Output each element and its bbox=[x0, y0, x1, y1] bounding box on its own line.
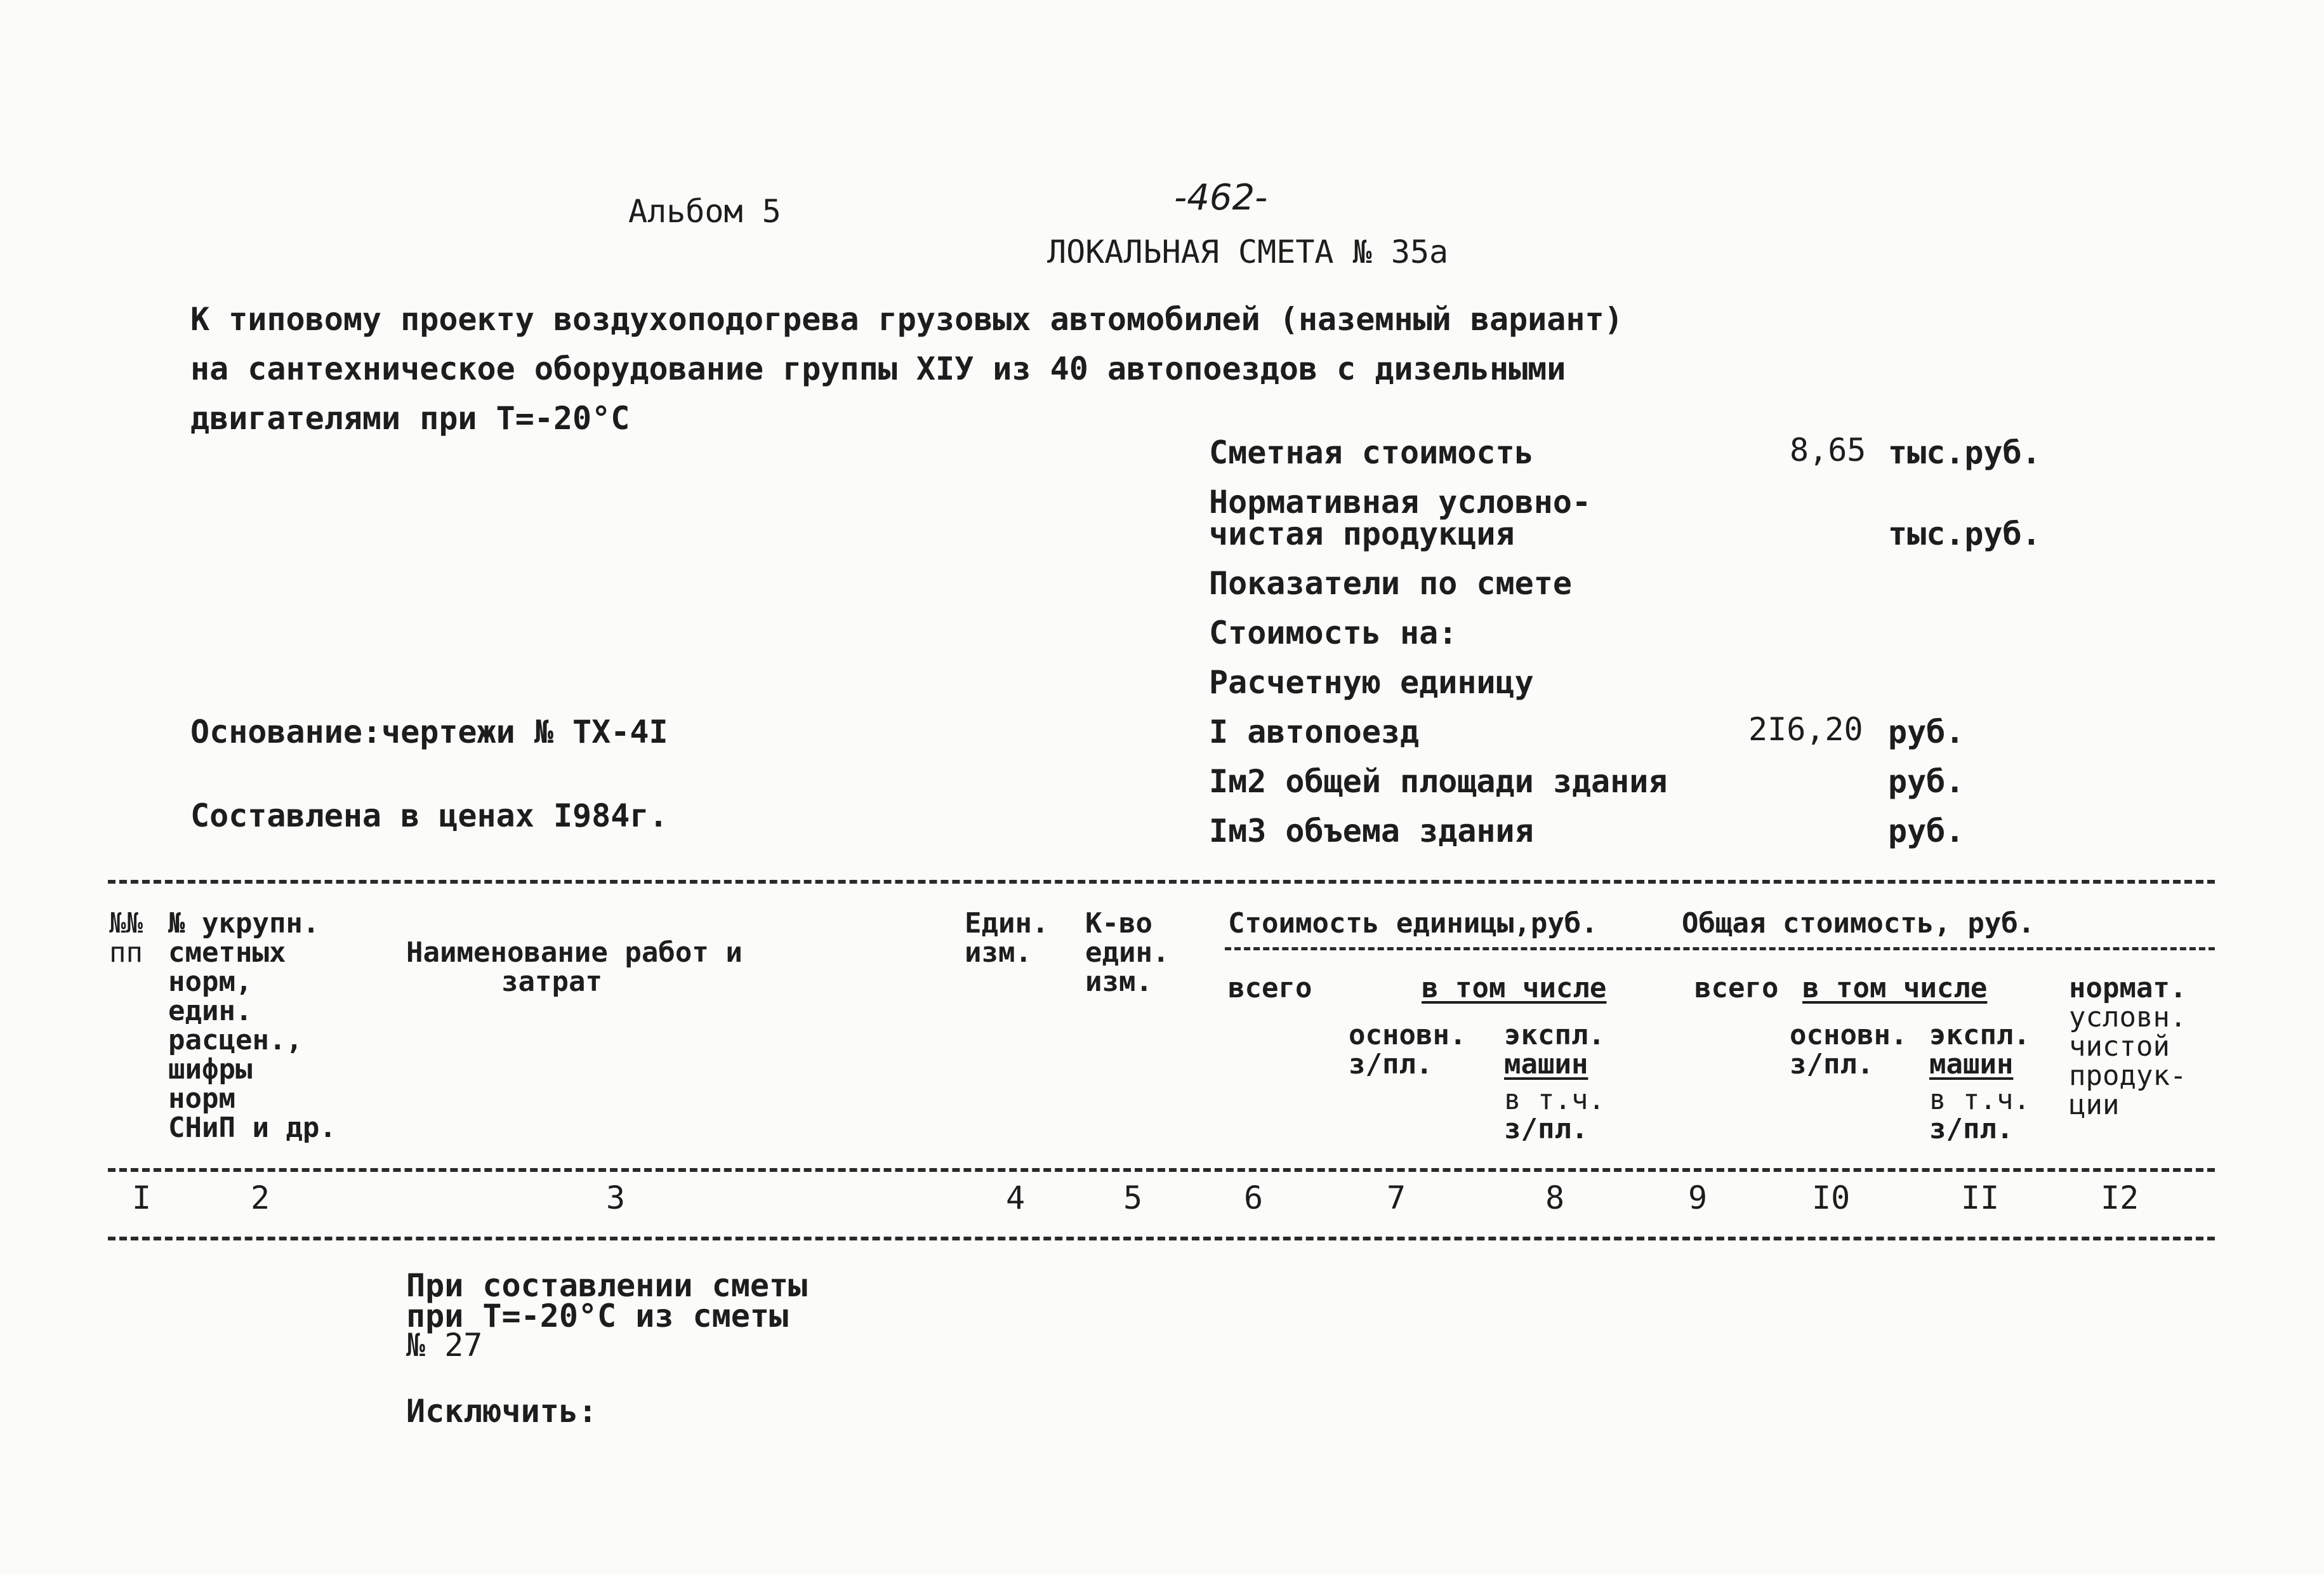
unit-total-label: всего bbox=[1228, 972, 1312, 1004]
normative-2: условн. bbox=[2069, 1001, 2187, 1033]
col-num-2: 2 bbox=[251, 1180, 270, 1216]
col5-line1: К-во bbox=[1085, 907, 1152, 940]
col-num-4: 4 bbox=[1006, 1180, 1026, 1216]
normative-unit: тыс.руб. bbox=[1888, 515, 2041, 552]
table-header-rule bbox=[108, 1168, 2215, 1172]
train-label: I автопоезд bbox=[1209, 714, 1420, 750]
area-label: Iм2 общей площади здания bbox=[1209, 763, 1668, 800]
volume-label: Iм3 объема здания bbox=[1209, 813, 1534, 849]
sum-machine-1: экспл. bbox=[1929, 1019, 2030, 1051]
unit-including-label: в том числе bbox=[1422, 972, 1607, 1004]
cost-per-label: Стоимость на: bbox=[1209, 615, 1458, 651]
volume-unit: руб. bbox=[1888, 813, 1965, 849]
sum-incl-salary-1: в т.ч. bbox=[1929, 1084, 2030, 1116]
normative-3: чистой bbox=[2069, 1030, 2170, 1063]
col-num-6: 6 bbox=[1244, 1180, 1264, 1216]
intro-line-1: К типовому проекту воздухоподогрева грузовых автомобилей (наземный вариант) bbox=[190, 301, 1623, 338]
col-num-8: 8 bbox=[1545, 1180, 1565, 1216]
col2-line7: норм bbox=[168, 1082, 235, 1115]
unit-base-salary-1: основн. bbox=[1349, 1019, 1467, 1051]
sum-base-salary-1: основн. bbox=[1790, 1019, 1908, 1051]
unit-cost-header: Стоимость единицы,руб. bbox=[1228, 907, 1598, 940]
col2-line5: расцен., bbox=[168, 1024, 303, 1056]
note-line-2: при Т=-20°С из сметы bbox=[406, 1298, 789, 1334]
col4-line2: изм. bbox=[965, 936, 1032, 969]
indicators-label: Показатели по смете bbox=[1209, 565, 1572, 602]
estimate-title: ЛОКАЛЬНАЯ СМЕТА № 35а bbox=[1047, 234, 1449, 270]
col2-line3: норм, bbox=[168, 966, 253, 998]
col-num-10: I0 bbox=[1812, 1180, 1851, 1216]
exclude-label: Исключить: bbox=[406, 1393, 598, 1430]
sum-total-label: всего bbox=[1694, 972, 1779, 1004]
unit-machine-1: экспл. bbox=[1504, 1019, 1605, 1051]
train-value: 2I6,20 bbox=[1748, 711, 1863, 748]
sum-base-salary-2: з/пл. bbox=[1790, 1048, 1874, 1080]
table-top-rule bbox=[108, 880, 2215, 884]
cost-unit: тыс.руб. bbox=[1888, 434, 2041, 471]
normative-1: нормат. bbox=[2069, 972, 2187, 1004]
cost-header-rule bbox=[1225, 947, 2215, 950]
col2-line8: СНиП и др. bbox=[168, 1112, 336, 1144]
calc-unit-label: Расчетную единицу bbox=[1209, 664, 1534, 701]
col1-line2: пп bbox=[109, 936, 143, 969]
col5-line3: изм. bbox=[1085, 966, 1152, 998]
normative-4: продук- bbox=[2069, 1060, 2187, 1092]
note-line-3: № 27 bbox=[406, 1327, 483, 1364]
unit-incl-salary-1: в т.ч. bbox=[1504, 1084, 1605, 1116]
column-numbers-rule bbox=[108, 1237, 2215, 1240]
col-num-7: 7 bbox=[1387, 1180, 1406, 1216]
sum-incl-salary-2: з/пл. bbox=[1929, 1113, 2014, 1145]
train-unit: руб. bbox=[1888, 714, 1965, 750]
col-num-1: I bbox=[132, 1180, 152, 1216]
area-unit: руб. bbox=[1888, 763, 1965, 800]
unit-base-salary-2: з/пл. bbox=[1349, 1048, 1433, 1080]
intro-line-3: двигателями при Т=-20°С bbox=[190, 400, 630, 437]
cost-value: 8,65 bbox=[1790, 432, 1866, 469]
album-label: Альбом 5 bbox=[628, 193, 781, 230]
col2-line4: един. bbox=[168, 995, 253, 1027]
page-number: -462- bbox=[1174, 177, 1268, 218]
unit-machine-2: машин bbox=[1504, 1048, 1588, 1080]
normative-label-2: чистая продукция bbox=[1209, 515, 1515, 552]
col2-line6: шифры bbox=[168, 1053, 253, 1086]
normative-label-1: Нормативная условно- bbox=[1209, 484, 1592, 521]
normative-5: ции bbox=[2069, 1089, 2120, 1121]
sum-machine-2: машин bbox=[1929, 1048, 2014, 1080]
col4-line1: Един. bbox=[965, 907, 1049, 940]
prices-year-text: Составлена в ценах I984г. bbox=[190, 797, 668, 834]
cost-label: Сметная стоимость bbox=[1209, 434, 1534, 471]
col1-line1: №№ bbox=[109, 907, 143, 940]
col2-line2: сметных bbox=[168, 936, 286, 969]
basis-text: Основание:чертежи № ТХ-4I bbox=[190, 714, 668, 750]
unit-incl-salary-2: з/пл. bbox=[1504, 1113, 1588, 1145]
col-num-3: 3 bbox=[606, 1180, 626, 1216]
intro-line-2: на сантехническое оборудование группы XIУ из 40 автопоездов с дизельными bbox=[190, 350, 1566, 387]
col5-line2: един. bbox=[1085, 936, 1170, 969]
col3-line2: затрат bbox=[501, 966, 602, 998]
total-cost-header: Общая стоимость, руб. bbox=[1682, 907, 2035, 940]
col2-line1: № укрупн. bbox=[168, 907, 320, 940]
col3-line1: Наименование работ и bbox=[406, 936, 743, 969]
col-num-9: 9 bbox=[1688, 1180, 1708, 1216]
note-line-1: При составлении сметы bbox=[406, 1267, 808, 1304]
col-num-5: 5 bbox=[1123, 1180, 1143, 1216]
sum-including-label: в том числе bbox=[1802, 972, 1988, 1004]
col-num-12: I2 bbox=[2101, 1180, 2139, 1216]
col-num-11: II bbox=[1961, 1180, 2000, 1216]
